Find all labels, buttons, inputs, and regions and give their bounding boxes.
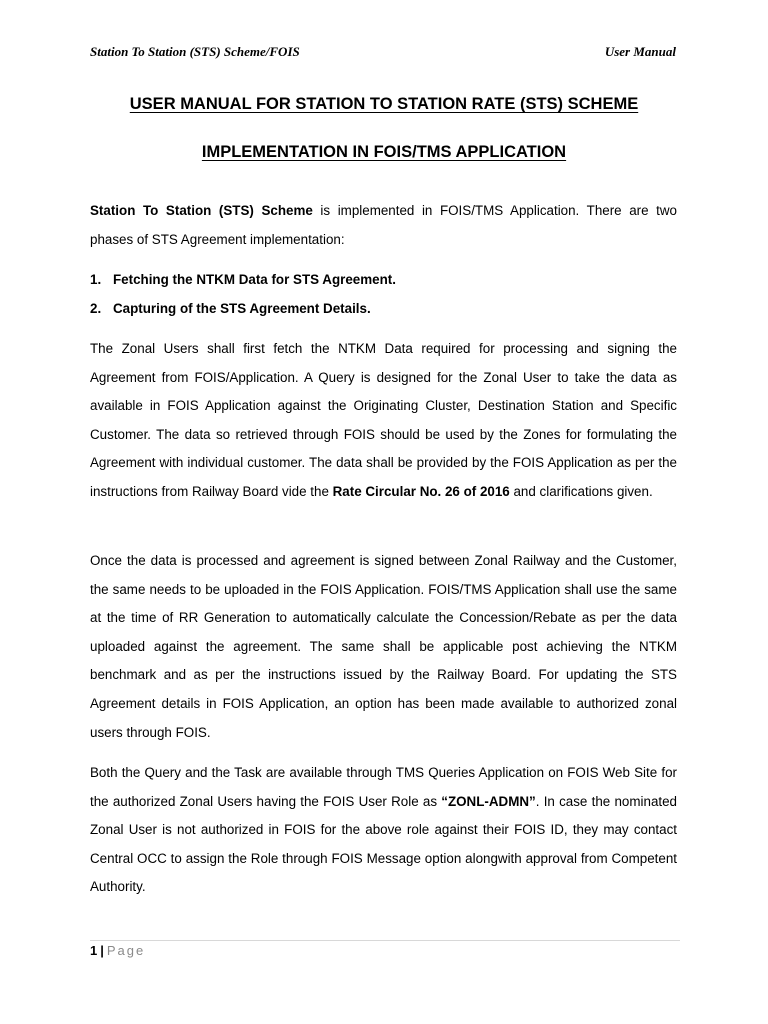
list-item-text: Fetching the NTKM Data for STS Agreement. — [113, 272, 396, 287]
phase-list — [90, 266, 677, 323]
paragraph-ntkm-fetch — [90, 335, 677, 507]
list-item-number: 2. — [90, 300, 102, 316]
intro-paragraph — [90, 197, 677, 254]
document-title-line-2: IMPLEMENTATION IN FOIS/TMS APPLICATION — [201, 143, 567, 161]
intro-bold-term: Station To Station (STS) Scheme — [90, 203, 313, 218]
page-label: Page — [106, 943, 146, 958]
list-item-text: Capturing of the STS Agreement Details. — [113, 300, 371, 316]
paragraph-text: . In case the nominated Zonal User is not authorized in FOIS for the above role against their FOIS ID, they may contact Central OCC to assign the Role through FOIS Message option alongwith approval from Competent Authority. — [90, 793, 678, 895]
running-header-left: Station To Station (STS) Scheme/FOIS — [90, 44, 300, 59]
paragraph-text: Both the Query and the Task are available through TMS Queries Application on FOIS Web Site for the authorized Zonal Users having the FOIS User Role as — [90, 765, 677, 809]
document-title-line-1: USER MANUAL FOR STATION TO STATION RATE (STS) SCHEME — [129, 95, 639, 113]
intro-text: is implemented in FOIS/TMS Application. There are two phases of STS Agreement implementation: — [90, 203, 677, 247]
paragraph-query-access — [90, 759, 677, 902]
footer-divider — [90, 940, 680, 941]
page-number: 1 — [90, 943, 98, 958]
paragraph-text: The Zonal Users shall first fetch the NTKM Data required for processing and signing the Agreement from FOIS/Application. A Query is designed for the Zonal User to take the data as available in FOIS Application against the Originating Cluster, Destination Station and Specific Customer. The data so retrieved through FOIS should be used by the Zones for formulating the Agreement with individual customer. The data shall be provided by the FOIS Application as per the instructions from Railway Board vide the — [90, 341, 677, 499]
user-role-code: “ZONL-ADMN” — [441, 793, 536, 809]
running-header-right: User Manual — [604, 44, 676, 59]
page-footer — [90, 943, 145, 958]
list-item — [90, 266, 677, 295]
paragraph-text: Once the data is processed and agreement is signed between Zonal Railway and the Customer, the same needs to be uploaded in the FOIS Application. FOIS/TMS Application shall use the same at the time of RR Generation to automatically calculate the Concession/Rebate as per the data uploaded against the agreement. The same shall be applicable post achieving the NTKM benchmark and as per the instructions issued by the Railway Board. For updating the STS Agreement details in FOIS Application, an option has been made available to authorized zonal users through FOIS. — [90, 553, 677, 740]
footer-separator: | — [100, 943, 104, 958]
list-item — [90, 295, 677, 324]
list-item-number: 1. — [90, 272, 102, 287]
paragraph-text: and clarifications given. — [509, 483, 653, 499]
rate-circular-reference: Rate Circular No. 26 of 2016 — [332, 483, 510, 499]
paragraph-agreement-upload — [90, 547, 677, 747]
